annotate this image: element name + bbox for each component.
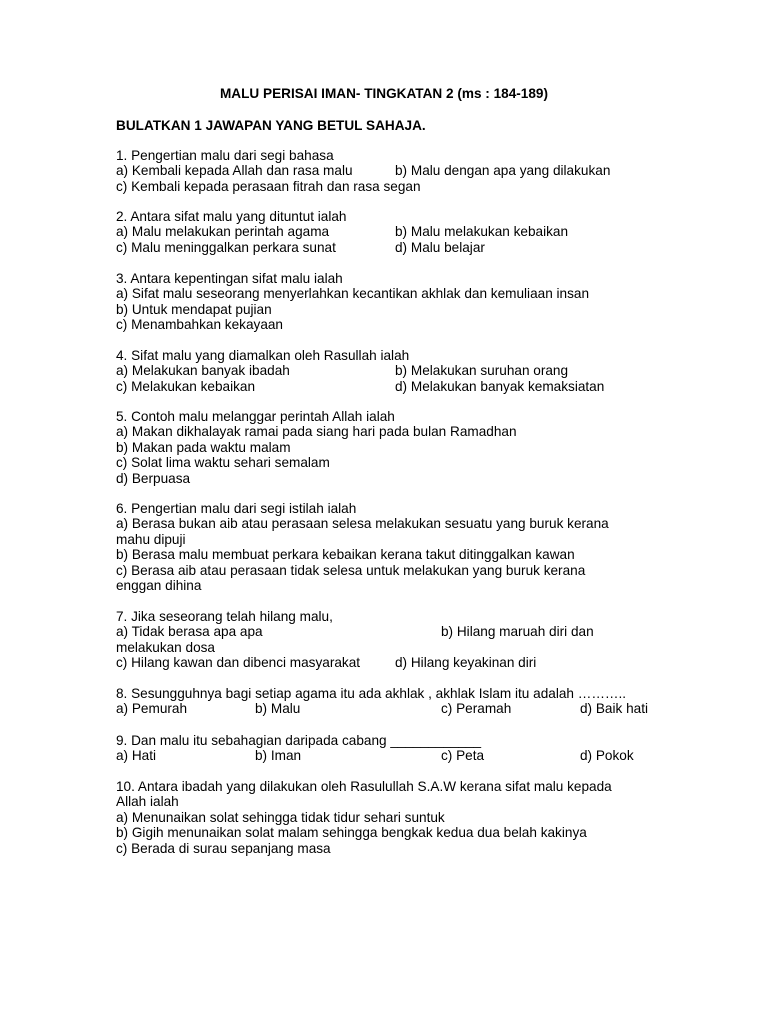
option-c-continued: enggan dihina [116,577,202,593]
option-c: c) Berada di surau sepanjang masa [116,840,331,856]
option-d: d) Hilang keyakinan diri [395,655,537,671]
option-c: c) Malu meninggalkan perkara sunat [116,239,336,255]
instruction-text: BULATKAN 1 JAWAPAN YANG BETUL SAHAJA. [116,118,426,133]
question-3 [116,271,666,333]
option-b: b) Gigih menunaikan solat malam sehingga bengkak kedua dua belah kakinya [116,825,587,841]
option-a: a) Hati [116,748,157,764]
question-stem: 6. Pengertian malu dari segi istilah ialah [116,501,357,516]
option-a: a) Kembali kepada Allah dan rasa malu [116,163,353,179]
option-c: c) Menambahkan kekayaan [116,317,283,333]
option-a: a) Makan dikhalayak ramai pada siang hari pada bulan Ramadhan [116,424,517,440]
option-b: b) Hilang maruah diri dan [441,624,594,640]
option-b-continued: melakukan dosa [116,639,215,655]
question-stem: 9. Dan malu itu sebahagian daripada cabang ____________ [116,733,482,748]
question-7 [116,609,666,671]
option-b: b) Berasa malu membuat perkara kebaikan kerana takut ditinggalkan kawan [116,547,575,563]
question-8 [116,686,666,717]
page-title: MALU PERISAI IMAN- TINGKATAN 2 (ms : 184-189) [219,86,549,101]
option-d: d) Malu belajar [395,239,485,255]
option-d: d) Berpuasa [116,470,191,486]
question-6 [116,501,666,593]
option-c: c) Melakukan kebaikan [116,378,256,394]
question-stem-continued: Allah ialah [116,794,179,810]
option-b: b) Makan pada waktu malam [116,439,291,455]
question-stem: 10. Antara ibadah yang dilakukan oleh Rasulullah S.A.W kerana sifat malu kepada [116,779,612,794]
option-a: a) Pemurah [116,701,188,717]
option-a: a) Berasa bukan aib atau perasaan selesa melakukan sesuatu yang buruk kerana [116,516,609,532]
question-stem: 2. Antara sifat malu yang dituntut ialah [116,209,347,224]
option-c: c) Hilang kawan dan dibenci masyarakat [116,655,361,671]
question-9 [116,733,666,764]
option-b: b) Iman [255,748,302,764]
question-stem: 5. Contoh malu melanggar perintah Allah ialah [116,409,395,424]
option-a-continued: mahu dipuji [116,531,186,547]
option-d: d) Baik hati [580,701,649,717]
option-c: c) Peramah [441,701,512,717]
option-a: a) Malu melakukan perintah agama [116,224,330,240]
question-2 [116,209,666,255]
option-a: a) Menunaikan solat sehingga tidak tidur sehari suntuk [116,809,445,825]
question-10 [116,779,666,856]
question-stem: 8. Sesungguhnya bagi setiap agama itu ada akhlak , akhlak Islam itu adalah ……….. [116,686,627,701]
option-c: c) Kembali kepada perasaan fitrah dan rasa segan [116,178,421,194]
question-5 [116,409,666,486]
option-b: b) Malu melakukan kebaikan [395,224,569,240]
question-1 [116,148,666,194]
option-a: a) Tidak berasa apa apa [116,624,263,640]
option-d: d) Pokok [580,748,634,764]
option-c: c) Berasa aib atau perasaan tidak selesa untuk melakukan yang buruk kerana [116,562,586,578]
option-c: c) Solat lima waktu sehari semalam [116,455,330,471]
question-stem: 4. Sifat malu yang diamalkan oleh Rasullah ialah [116,348,410,363]
option-b: b) Malu [255,701,301,717]
option-c: c) Peta [441,748,485,764]
option-a: a) Sifat malu seseorang menyerlahkan kecantikan akhlak dan kemuliaan insan [116,286,590,302]
question-stem: 7. Jika seseorang telah hilang malu, [116,609,333,624]
option-d: d) Melakukan banyak kemaksiatan [395,378,605,394]
question-stem: 1. Pengertian malu dari segi bahasa [116,148,334,163]
option-b: b) Untuk mendapat pujian [116,301,272,317]
option-b: b) Melakukan suruhan orang [395,363,569,379]
question-4 [116,348,666,394]
question-stem: 3. Antara kepentingan sifat malu ialah [116,271,343,286]
option-b: b) Malu dengan apa yang dilakukan [395,163,611,179]
option-a: a) Melakukan banyak ibadah [116,363,290,379]
